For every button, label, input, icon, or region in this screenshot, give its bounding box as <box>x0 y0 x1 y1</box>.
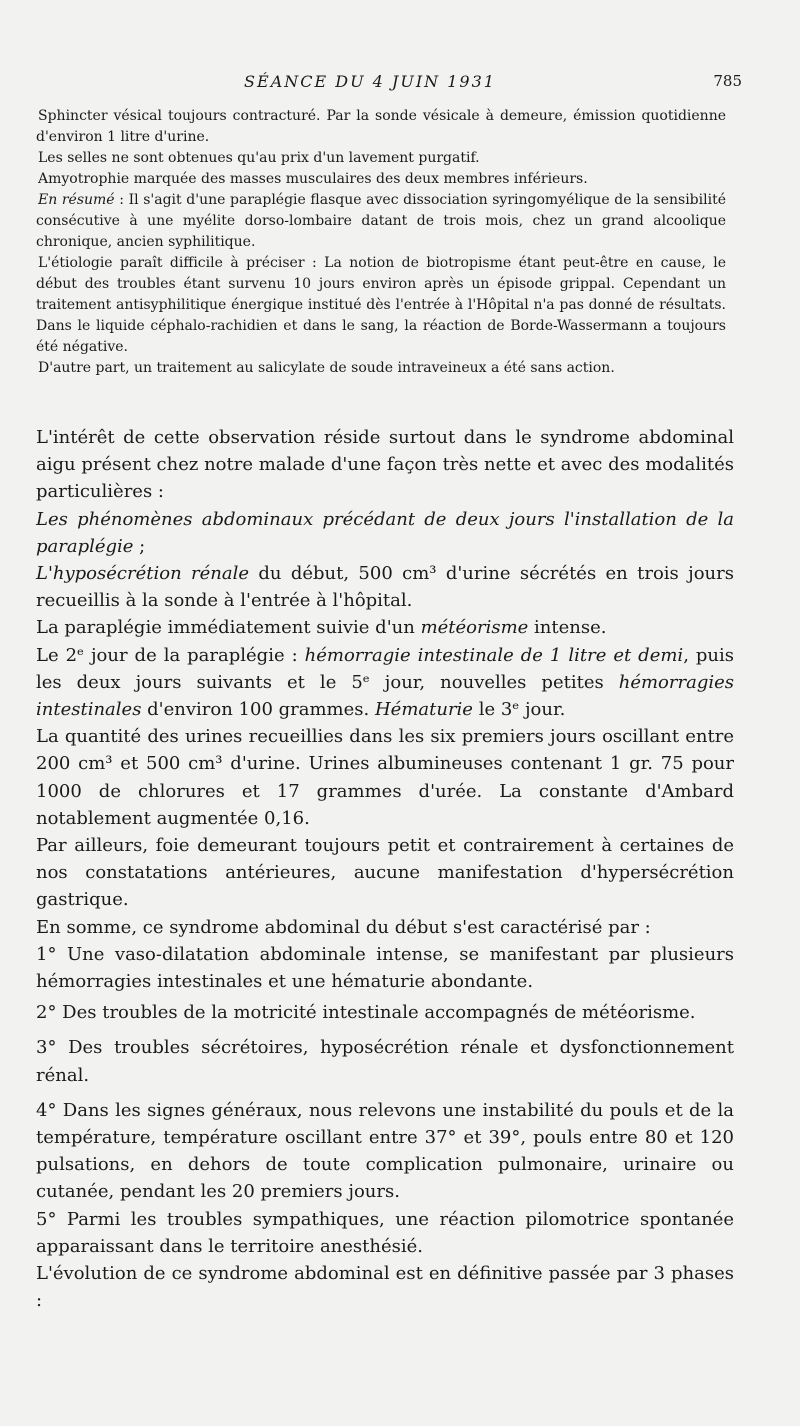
hemorragie-text-c: d'environ 100 grammes. <box>141 699 375 721</box>
paragraph-foie: Par ailleurs, foie demeurant toujours petit et contrairement à certaines de nos constatations antérieures, aucune manifestation d'hypersécrétion gastrique. <box>36 835 734 911</box>
hemorragie-text-b: , puis les deux jours suivants et le 5ᵉ jour, nouvelles petites <box>36 644 734 693</box>
paragraph-hyposecretion <box>36 560 734 614</box>
paragraph-amyotrophie: Amyotrophie marquée des masses musculaires des deux membres inférieurs. <box>38 171 588 187</box>
paragraph-interet: L'intérêt de cette observation réside surtout dans le syndrome abdominal aigu présent chez notre malade d'une façon très nette et avec des modalités particulières : <box>36 427 734 503</box>
page-number: 785 <box>713 72 742 90</box>
phenomenes-emphasis: Les phénomènes abdominaux précédant de deux jours l'installation de la paraplégie <box>36 508 734 557</box>
paragraph-en-somme: En somme, ce syndrome abdominal du début s'est caractérisé par : <box>36 916 651 938</box>
page-header <box>0 72 800 96</box>
meteorisme-emphasis: météorisme <box>420 617 529 639</box>
paragraph-sphincter: Sphincter vésical toujours contracturé. Par la sonde vésicale à demeure, émission quotidienne d'environ 1 litre d'urine. <box>36 108 726 145</box>
paragraph-phenomenes <box>36 506 734 560</box>
paraplegie-text-b: intense. <box>528 617 607 639</box>
hyposecretion-text: du début, 500 cm³ d'urine sécrétés en trois jours recueillis à la sonde à l'entrée à l'hôpital. <box>36 563 734 612</box>
discussion-text <box>36 424 734 1315</box>
hemorragie-emphasis-2: hémorragies intestinales <box>36 671 734 721</box>
paragraph-hemorragie <box>36 642 734 724</box>
paraplegie-text-a: La paraplégie immédiatement suivie d'un <box>36 617 421 639</box>
hemorragie-text-a: Le 2ᵉ jour de la paraplégie : <box>36 644 305 666</box>
running-title: SÉANCE DU 4 JUIN 1931 <box>244 72 496 91</box>
phenomenes-end: ; <box>133 535 146 557</box>
case-observation-text <box>36 106 726 379</box>
hemorragie-emphasis-1: hémorragie intestinale de 1 litre et demi <box>304 644 684 666</box>
resume-label: En résumé <box>38 192 115 208</box>
paragraph-etiologie: L'étiologie paraît difficile à préciser : La notion de biotropisme étant peut-être en cause, le début des troubles étant survenu 10 jours environ après un épisode grippal. Cependant un traitement antisyphilitique énergique institué dès l'entrée à l'Hôpital n'a pas donné de résultats. Dans le liquide céphalo-rachidien et dans le sang, la réaction de Borde-Wassermann a toujours été négative. <box>36 255 726 355</box>
point-1: 1° Une vaso-dilatation abdominale intense, se manifestant par plusieurs hémorragies intestinales et une hématurie abondante. <box>36 943 734 993</box>
hyposecretion-emphasis: L'hyposécrétion rénale <box>36 563 250 585</box>
paragraph-traitement: D'autre part, un traitement au salicylate de soude intraveineux a été sans action. <box>38 360 615 376</box>
hemorragie-text-d: le 3ᵉ jour. <box>472 699 566 721</box>
point-4: 4° Dans les signes généraux, nous relevons une instabilité du pouls et de la température, température oscillant entre 37° et 39°, pouls entre 80 et 120 pulsations, en dehors de toute complication pulmonaire, urinaire ou cutanée, pendant les 20 premiers jours. <box>36 1099 734 1203</box>
paragraph-urines: La quantité des urines recueillies dans les six premiers jours oscillant entre 200 cm³ et 500 cm³ d'urine. Urines albumineuses contenant 1 gr. 75 pour 1000 de chlorures et 17 grammes d'urée. La constante d'Ambard notablement augmentée 0,16. <box>36 726 734 829</box>
hematurie-emphasis: Hématurie <box>374 699 473 721</box>
paragraph-selles: Les selles ne sont obtenues qu'au prix d'un lavement purgatif. <box>38 150 480 166</box>
paragraph-resume <box>36 190 726 253</box>
paragraph-paraplegie <box>36 614 734 641</box>
spacer <box>36 1089 734 1097</box>
point-5: 5° Parmi les troubles sympathiques, une réaction pilomotrice spontanée apparaissant dans le territoire anesthésié. <box>36 1208 734 1257</box>
spacer <box>36 1026 734 1034</box>
point-2: 2° Des troubles de la motricité intestinale accompagnés de météorisme. <box>36 1002 696 1024</box>
point-3: 3° Des troubles sécrétoires, hyposécrétion rénale et dysfonctionnement rénal. <box>36 1037 734 1086</box>
resume-text: : Il s'agit d'une paraplégie flasque avec dissociation syringomyélique de la sensibilité consécutive à une myélite dorso-lombaire datant de trois mois, chez un grand alcoolique chronique, ancien syphilitique. <box>36 192 726 250</box>
paragraph-evolution: L'évolution de ce syndrome abdominal est en définitive passée par 3 phases : <box>36 1263 734 1312</box>
